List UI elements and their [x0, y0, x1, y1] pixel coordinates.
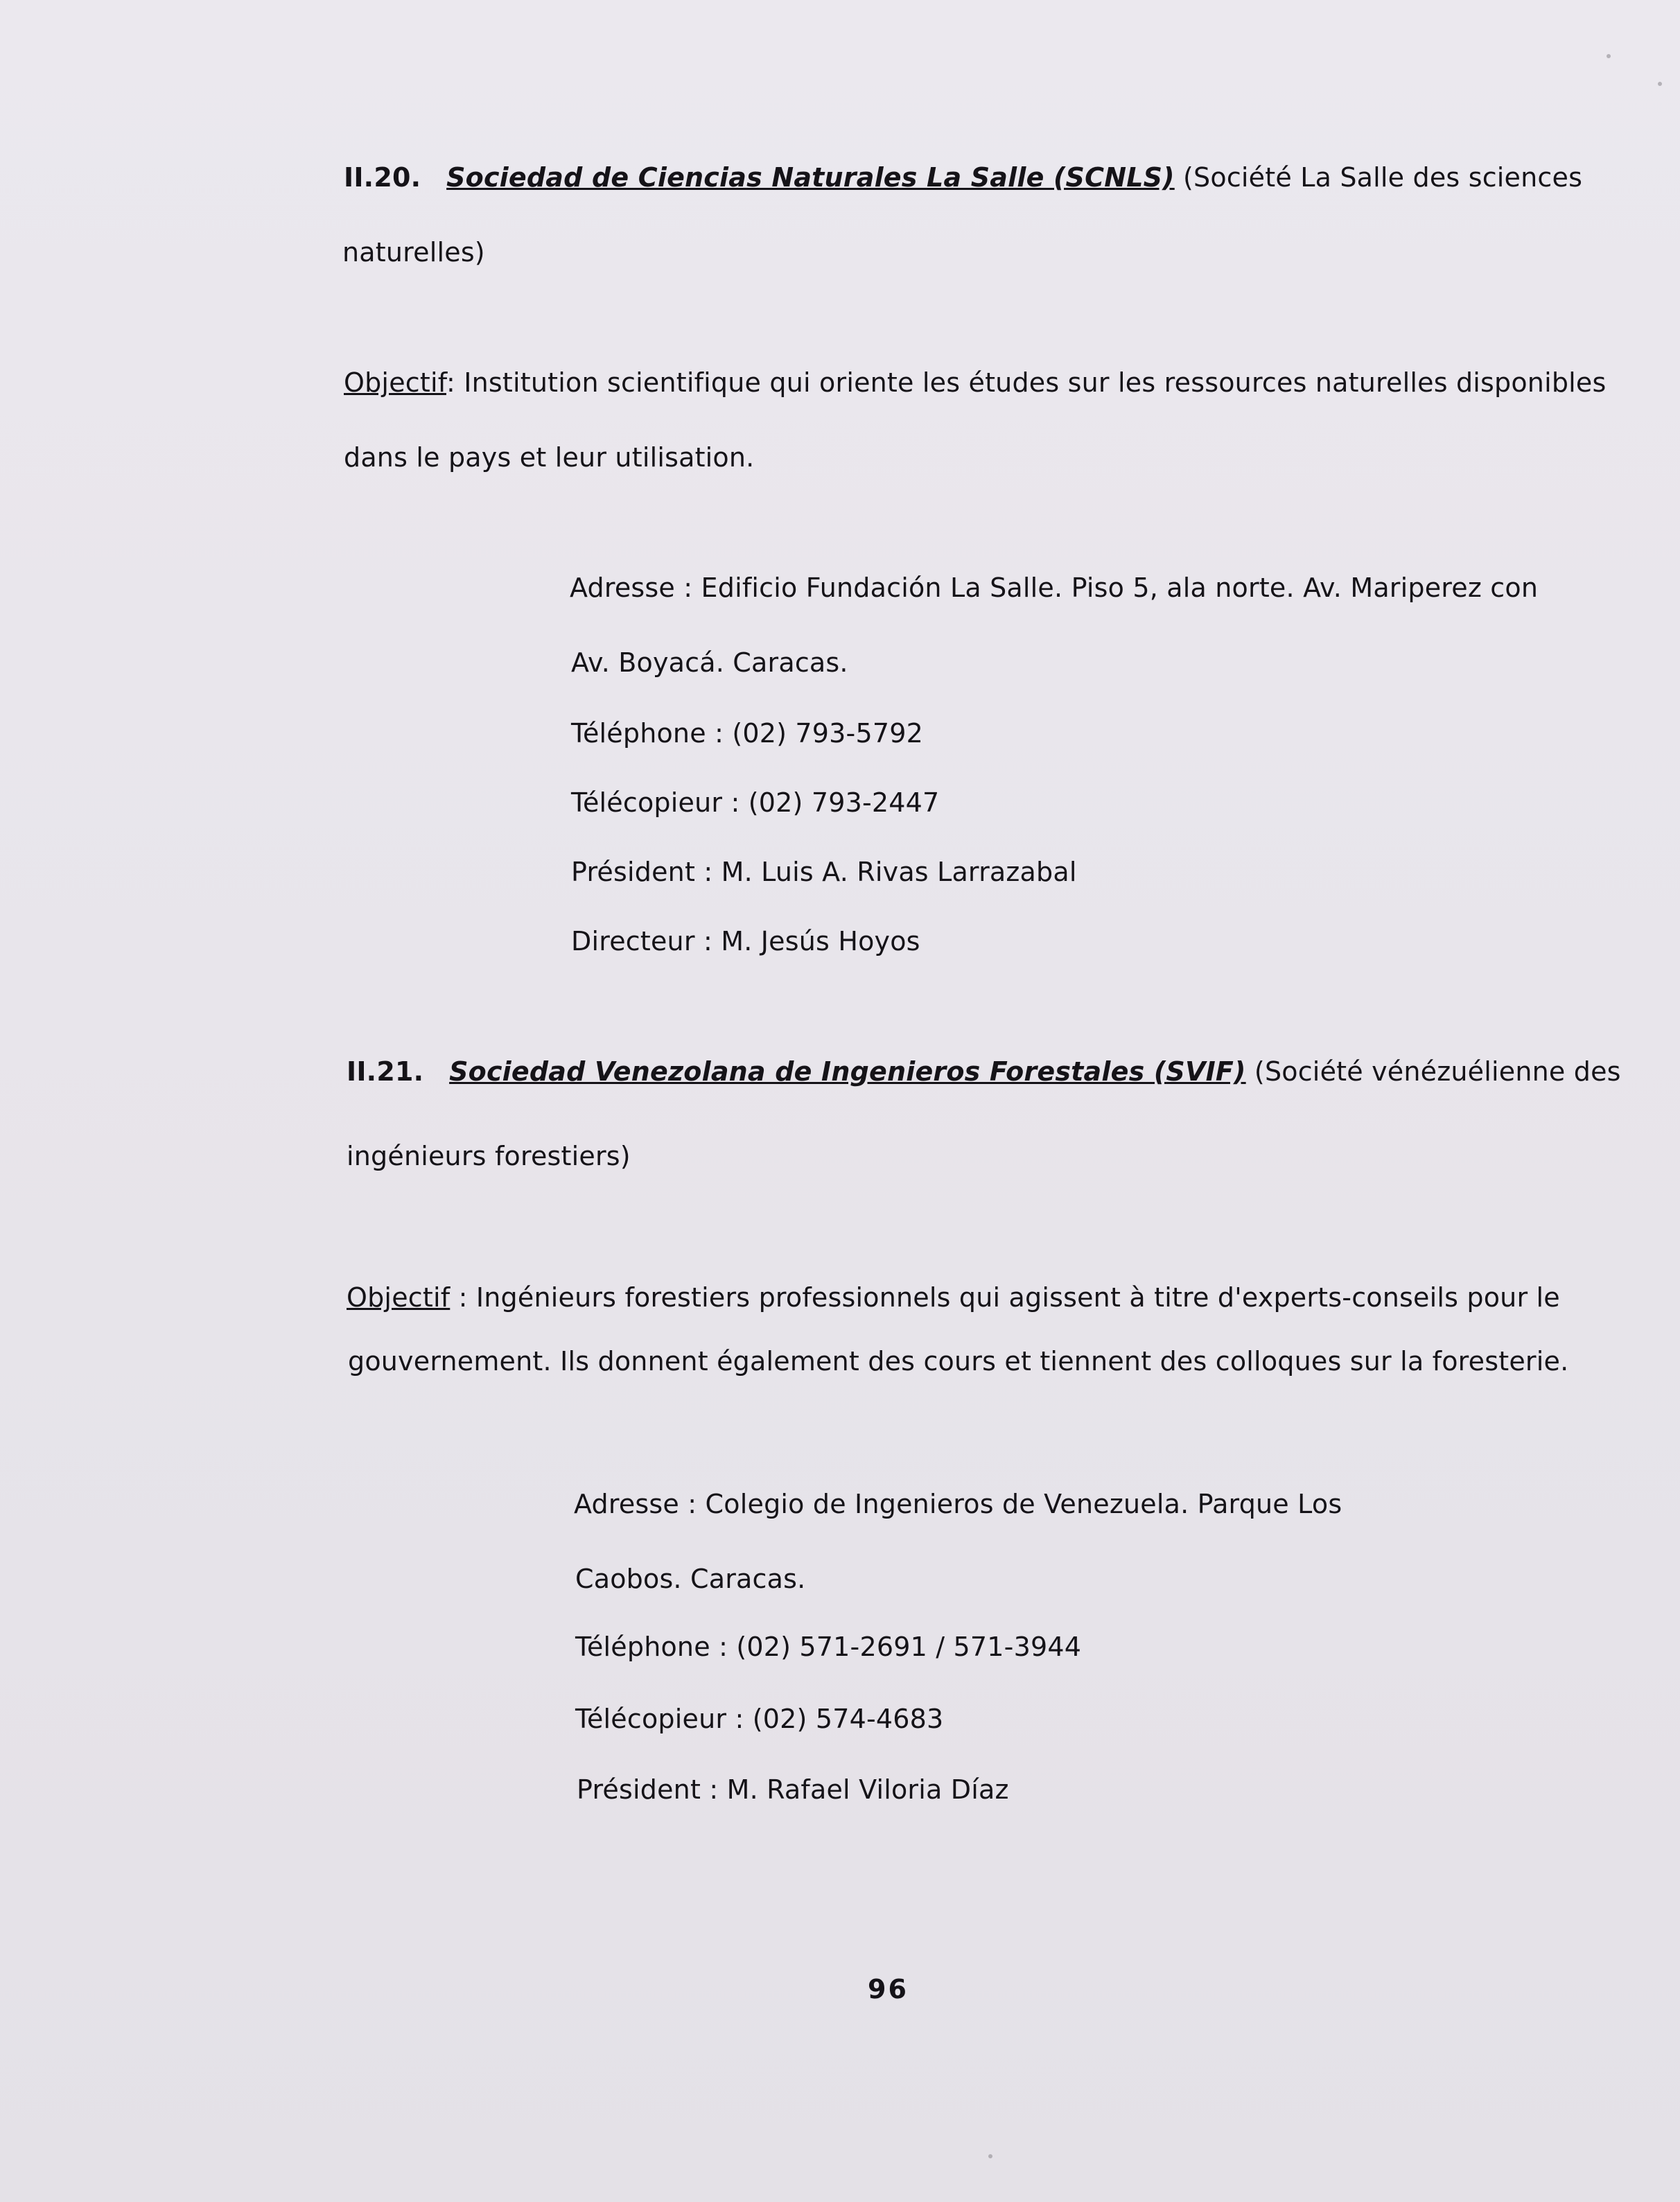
- objective-text: : Institution scientifique qui oriente les études sur les ressources naturelles disponibles: [446, 367, 1607, 398]
- objective-text-line: dans le pays et leur utilisation.: [344, 442, 755, 473]
- telephone-line: Téléphone : (02) 571-2691 / 571-3944: [575, 1632, 1082, 1662]
- address-line: Adresse : Colegio de Ingenieros de Venezuela. Parque Los: [574, 1489, 1342, 1519]
- section-number: II.21.: [347, 1056, 424, 1087]
- page-number: 96: [868, 1974, 909, 2004]
- president-line: Président : M. Rafael Viloria Díaz: [577, 1774, 1009, 1805]
- fax-line: Télécopieur : (02) 793-2447: [571, 787, 940, 818]
- scan-speck: [988, 2154, 992, 2158]
- section-heading: [347, 1055, 1621, 1088]
- address-line: Adresse : Edificio Fundación La Salle. Piso 5, ala norte. Av. Mariperez con: [570, 573, 1539, 603]
- section-heading-continuation: naturelles): [342, 237, 485, 268]
- objective-label: Objectif: [347, 1282, 450, 1313]
- organization-name: Sociedad de Ciencias Naturales La Salle (SCNLS): [446, 162, 1175, 193]
- president-line: Président : M. Luis A. Rivas Larrazabal: [571, 857, 1077, 887]
- address-line: Caobos. Caracas.: [575, 1564, 806, 1594]
- scan-speck: [1658, 82, 1662, 86]
- objective-text-line: gouvernement. Ils donnent également des cours et tiennent des colloques sur la foresterie.: [348, 1346, 1569, 1377]
- section-number: II.20.: [344, 162, 421, 193]
- objective-text: : Ingénieurs forestiers professionnels qui agissent à titre d'experts-conseils pour le: [458, 1282, 1560, 1313]
- organization-translation: (Société La Salle des sciences: [1183, 162, 1583, 193]
- scan-speck: [1607, 54, 1611, 58]
- objective-paragraph: [347, 1281, 1560, 1314]
- organization-translation: (Société vénézuélienne des: [1254, 1056, 1621, 1087]
- address-line: Av. Boyacá. Caracas.: [571, 647, 848, 678]
- section-heading-continuation: ingénieurs forestiers): [347, 1141, 631, 1171]
- organization-name: Sociedad Venezolana de Ingenieros Forestales (SVIF): [449, 1056, 1246, 1087]
- objective-label: Objectif: [344, 367, 446, 398]
- section-heading: [344, 161, 1582, 194]
- objective-paragraph: [344, 366, 1607, 399]
- telephone-line: Téléphone : (02) 793-5792: [571, 718, 923, 749]
- fax-line: Télécopieur : (02) 574-4683: [575, 1704, 944, 1734]
- director-line: Directeur : M. Jesús Hoyos: [571, 926, 920, 956]
